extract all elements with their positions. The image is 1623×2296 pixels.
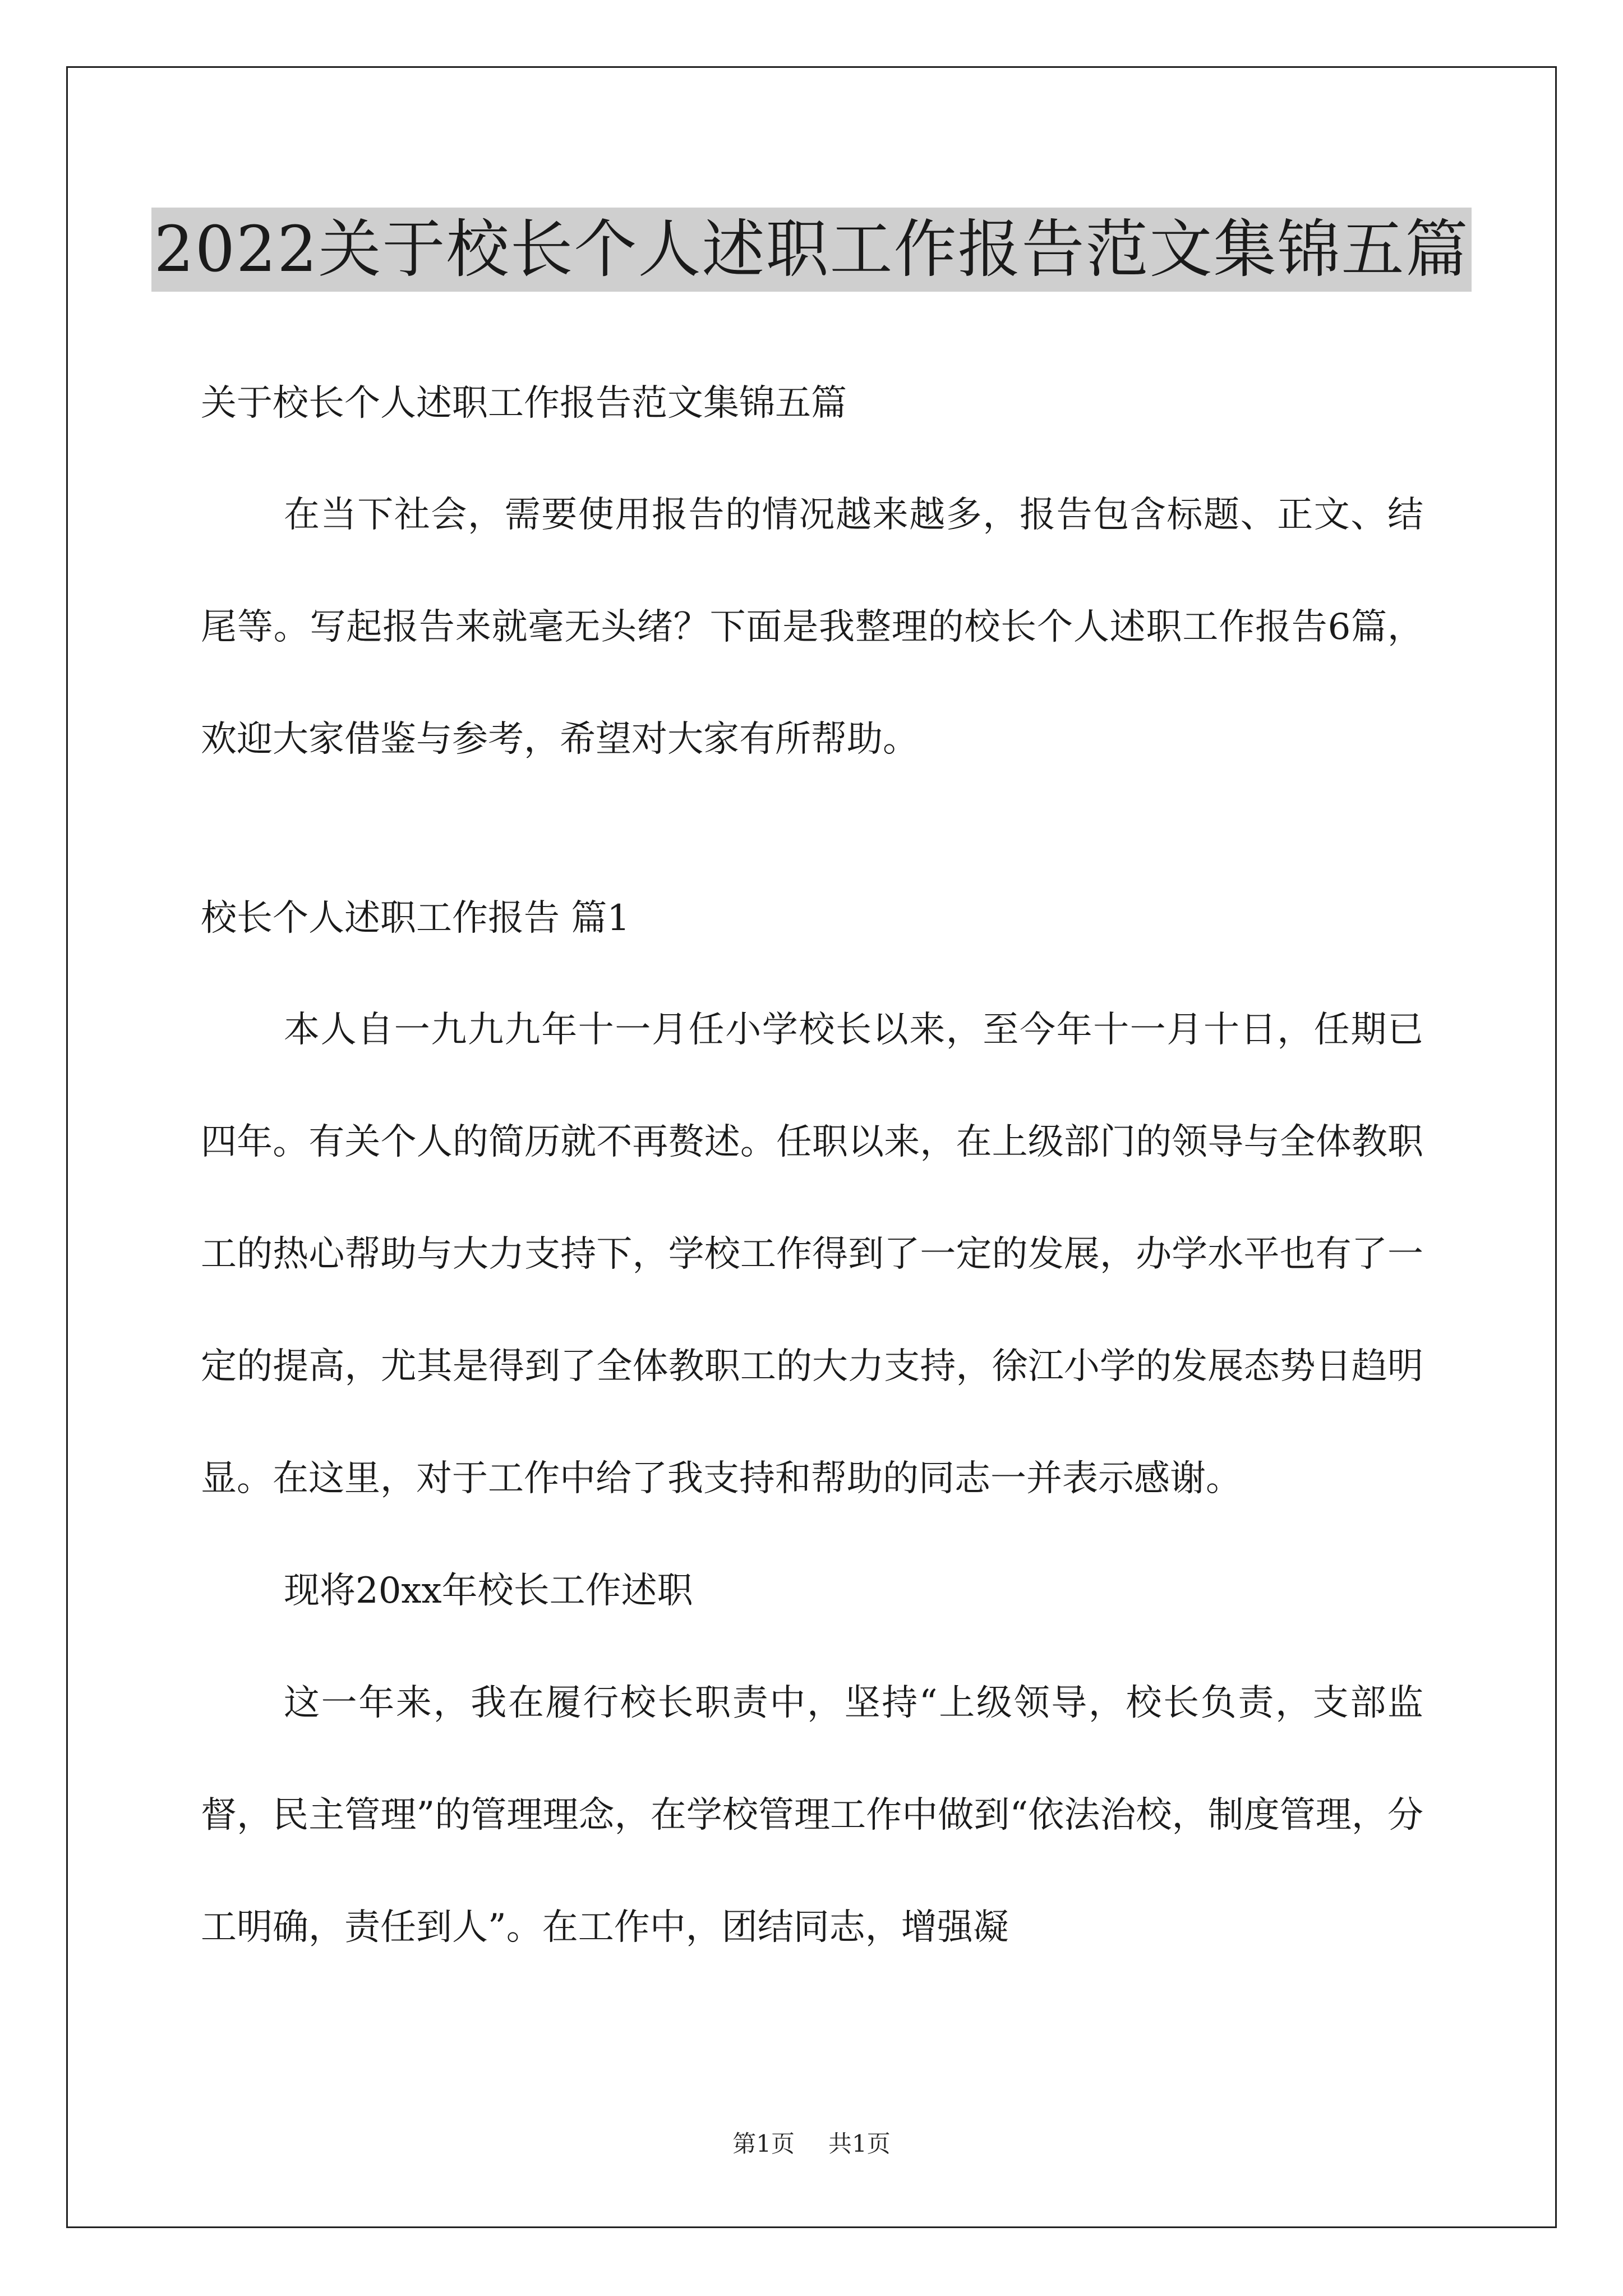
document-subtitle: 关于校长个人述职工作报告范文集锦五篇 xyxy=(201,383,847,424)
title-container xyxy=(0,208,1623,292)
body-paragraph: 这一年来，我在履行校长职责中，坚持“上级领导，校长负责，支部监督，民主管理”的管理理念，在学校管理工作中做到“依法治校，制度管理，分工明确，责任到人”。在工作中，团结同志，增强凝 xyxy=(201,1682,1423,1948)
section-heading: 校长个人述职工作报告 篇1 xyxy=(201,898,630,939)
body-paragraph: 本人自一九九九年十一月任小学校长以来，至今年十一月十日，任期已四年。有关个人的简历就不再赘述。任职以来，在上级部门的领导与全体教职工的热心帮助与大力支持下，学校工作得到了一定的发展，办学水平也有了一定的提高，尤其是得到了全体教职工的大力支持，徐江小学的发展态势日趋明显。在这里，对于工作中给了我支持和帮助的同志一并表示感谢。 xyxy=(201,1009,1423,1499)
page-number-total: 共1页 xyxy=(828,2130,891,2157)
document-body xyxy=(201,348,1423,1984)
page-number-current: 第1页 xyxy=(732,2130,795,2157)
body-paragraph: 现将20xx年校长工作述职 xyxy=(284,1570,693,1612)
page-footer xyxy=(0,2127,1623,2161)
document-title: 2022关于校长个人述职工作报告范文集锦五篇 xyxy=(151,208,1471,292)
intro-paragraph: 在当下社会，需要使用报告的情况越来越多，报告包含标题、正文、结尾等。写起报告来就毫无头绪？下面是我整理的校长个人述职工作报告6篇，欢迎大家借鉴与参考，希望对大家有所帮助。 xyxy=(201,494,1423,760)
